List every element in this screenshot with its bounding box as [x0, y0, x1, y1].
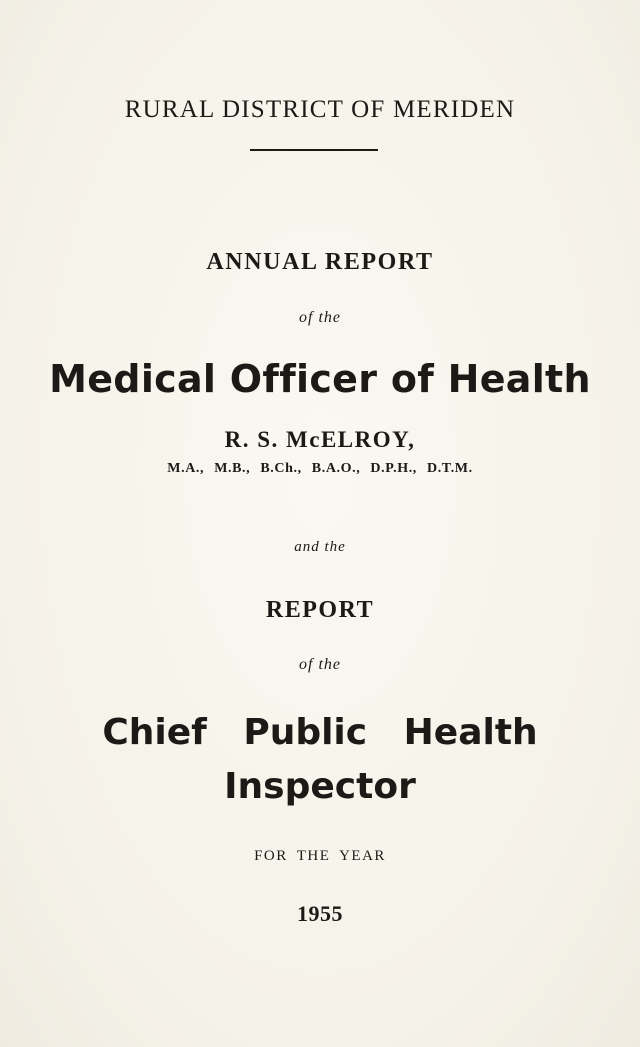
report-title: REPORT	[265, 597, 375, 623]
report-year: 1955	[297, 901, 343, 926]
of-the-text: of the	[299, 309, 341, 326]
chief-inspector-title-line1: Chief Public Health	[102, 712, 538, 753]
officer-name: R. S. McELROY,	[224, 427, 416, 452]
chief-inspector-title-line2: Inspector	[224, 766, 416, 807]
of-the-text-2: of the	[299, 656, 341, 673]
annual-report-title: ANNUAL REPORT	[206, 249, 434, 275]
officer-qualifications: M.A., M.B., B.Ch., B.A.O., D.P.H., D.T.M.	[167, 461, 473, 476]
and-the-text: and the	[294, 539, 346, 555]
for-the-year-label: FOR THE YEAR	[254, 848, 386, 864]
medical-officer-title: Medical Officer of Health	[49, 357, 591, 401]
district-heading: RURAL DISTRICT OF MERIDEN	[124, 96, 516, 123]
divider-rule	[250, 149, 378, 151]
